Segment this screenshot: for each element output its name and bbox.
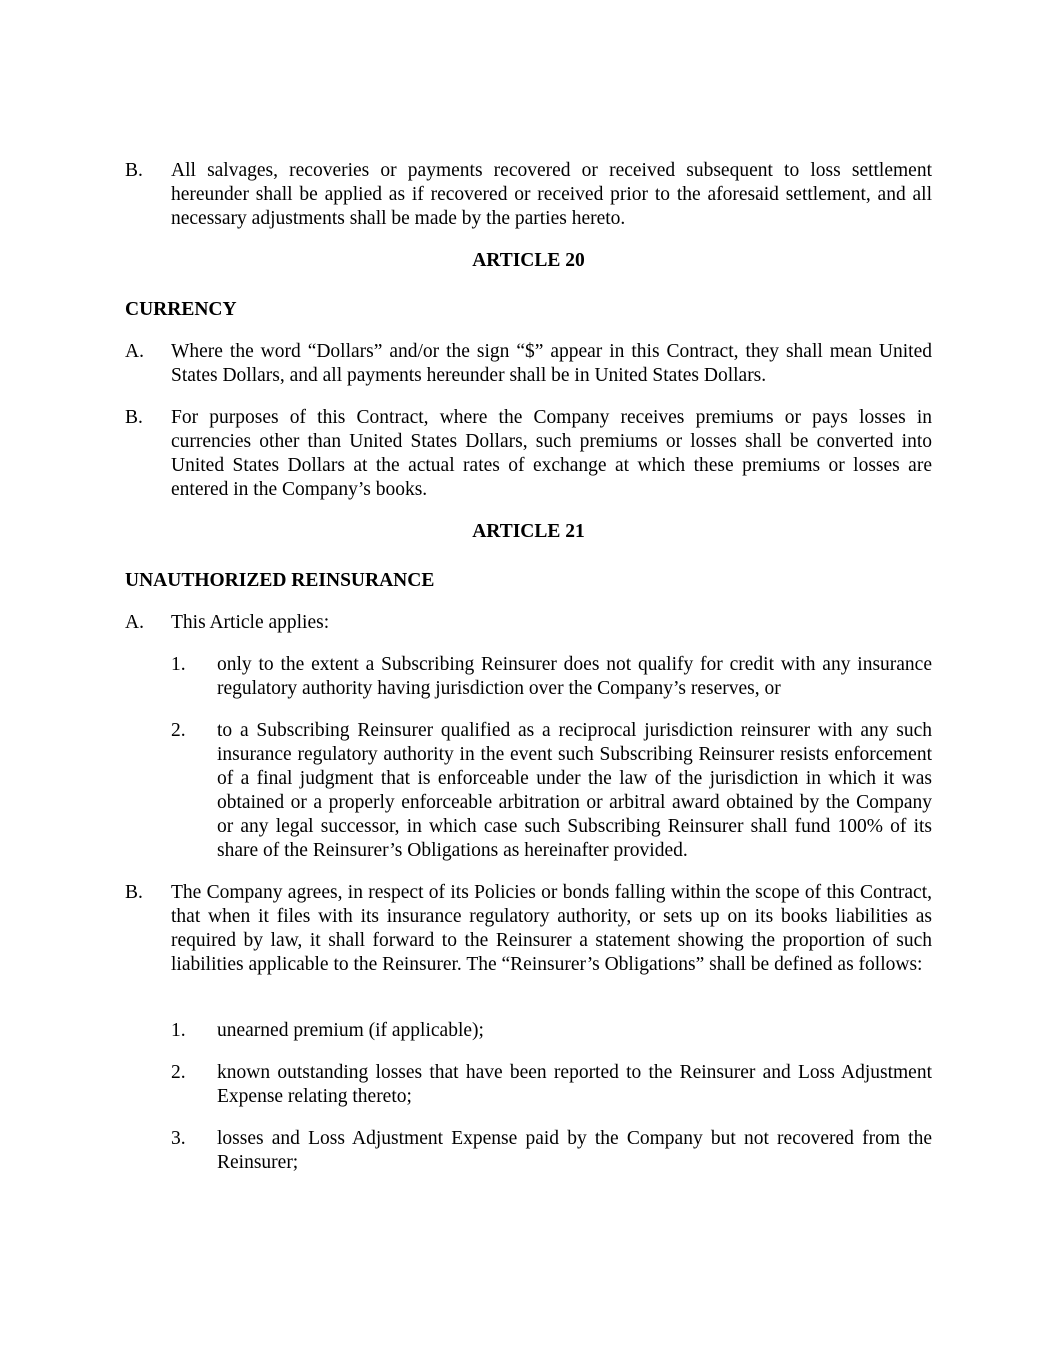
list-item-text: only to the extent a Subscribing Reinsurer does not qualify for credit with any insurance regulatory authority having jurisdiction over the Company’s reserves, or: [217, 654, 932, 699]
article-20-title: ARTICLE 20: [472, 250, 585, 271]
list-item-label: 1.: [171, 654, 186, 675]
paragraph-text: All salvages, recoveries or payments recovered or received subsequent to loss settlement hereunder shall be applied as if recovered or received prior to the aforesaid settlement, and all necessary adjustments shall be made by the parties hereto.: [171, 160, 932, 229]
paragraph-b-currency: [125, 406, 932, 502]
paragraph-label: A.: [125, 341, 144, 362]
paragraph-b-obligations: [125, 881, 932, 977]
list-item-text: known outstanding losses that have been reported to the Reinsurer and Loss Adjustment Expense relating thereto;: [217, 1062, 932, 1107]
list-item-b-1: [171, 1019, 932, 1043]
list-item-text: unearned premium (if applicable);: [217, 1020, 484, 1041]
article-21-title: ARTICLE 21: [472, 521, 585, 542]
list-item-a-2: [171, 719, 932, 863]
paragraph-text: Where the word “Dollars” and/or the sign “$” appear in this Contract, they shall mean United States Dollars, and all payments hereunder shall be in United States Dollars.: [171, 341, 932, 386]
list-item-label: 3.: [171, 1128, 186, 1149]
paragraph-label: B.: [125, 160, 143, 181]
list-item-label: 1.: [171, 1020, 186, 1041]
paragraph-a-currency: [125, 340, 932, 388]
list-item-a-1: [171, 653, 932, 701]
currency-heading: CURRENCY: [125, 299, 237, 320]
paragraph-text: This Article applies:: [171, 612, 330, 633]
list-item-label: 2.: [171, 720, 186, 741]
unauthorized-reinsurance-heading: UNAUTHORIZED REINSURANCE: [125, 570, 435, 591]
list-item-b-3: [171, 1127, 932, 1175]
list-item-text: losses and Loss Adjustment Expense paid by the Company but not recovered from the Reinsurer;: [217, 1128, 932, 1173]
paragraph-a-applies: [125, 611, 932, 635]
paragraph-b-salvages: [125, 159, 932, 231]
paragraph-label: A.: [125, 612, 144, 633]
paragraph-label: B.: [125, 407, 143, 428]
paragraph-text: The Company agrees, in respect of its Policies or bonds falling within the scope of this Contract, that when it files with its insurance regulatory authority, or sets up on its books liabilities as required by law, it shall forward to the Reinsurer a statement showing the proportion of such liabilities applicable to the Reinsurer. The “Reinsurer’s Obligations” shall be defined as follows:: [171, 882, 932, 975]
list-item-text: to a Subscribing Reinsurer qualified as a reciprocal jurisdiction reinsurer with any such insurance regulatory authority in the event such Subscribing Reinsurer resists enforcement of a final judgment that is enforceable under the law of the jurisdiction in which it was obtained or a properly enforceable arbitration or arbitral award obtained by the Company or any legal successor, in which case such Subscribing Reinsurer shall fund 100% of its share of the Reinsurer’s Obligations as hereinafter provided.: [217, 720, 932, 861]
list-item-b-2: [171, 1061, 932, 1109]
list-item-label: 2.: [171, 1062, 186, 1083]
paragraph-label: B.: [125, 882, 143, 903]
paragraph-text: For purposes of this Contract, where the Company receives premiums or pays losses in currencies other than United States Dollars, such premiums or losses shall be converted into United States Dollars at the actual rates of exchange at which these premiums or losses are entered in the Company’s books.: [171, 407, 932, 500]
